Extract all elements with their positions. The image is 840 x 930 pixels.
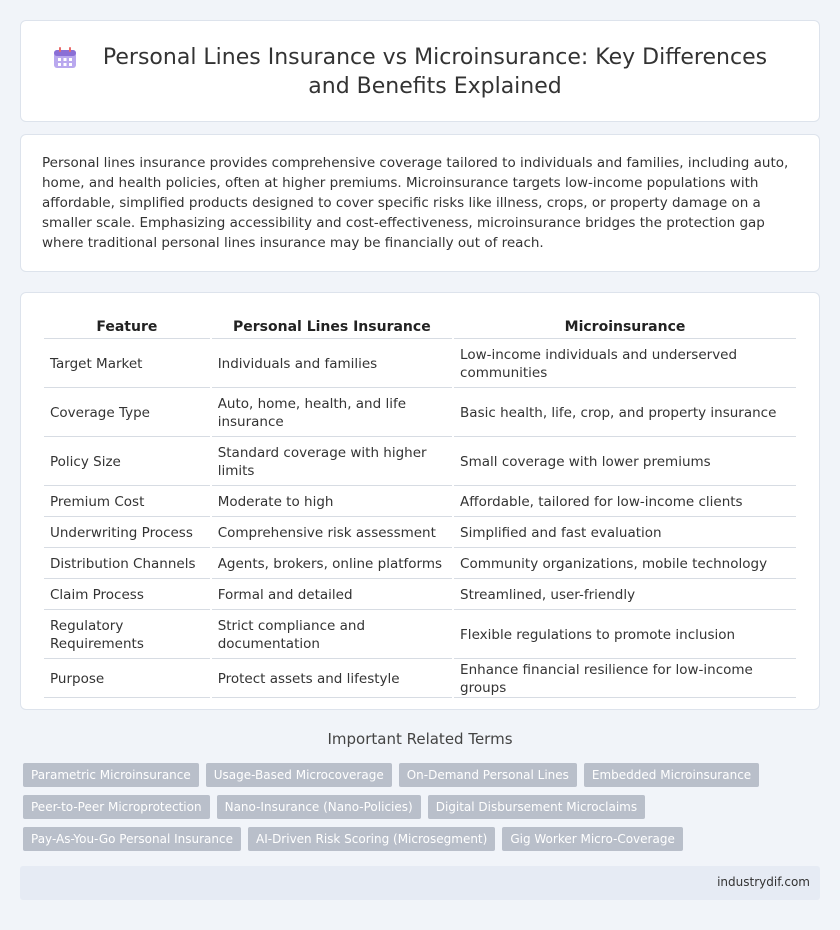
related-term-tag[interactable]: Embedded Microinsurance bbox=[584, 763, 759, 787]
microinsurance-cell: Flexible regulations to promote inclusion bbox=[454, 612, 796, 659]
feature-cell: Claim Process bbox=[44, 581, 210, 610]
page-title: Personal Lines Insurance vs Microinsurance: Key Differences and Benefits Explained bbox=[102, 45, 768, 99]
related-term-tag[interactable]: Usage-Based Microcoverage bbox=[206, 763, 392, 787]
personal-lines-cell: Comprehensive risk assessment bbox=[212, 519, 452, 548]
microinsurance-cell: Small coverage with lower premiums bbox=[454, 439, 796, 486]
table-row bbox=[44, 581, 796, 610]
feature-cell: Regulatory Requirements bbox=[44, 612, 210, 659]
personal-lines-cell: Moderate to high bbox=[212, 488, 452, 517]
feature-cell: Purpose bbox=[44, 661, 210, 698]
personal-lines-cell: Formal and detailed bbox=[212, 581, 452, 610]
table-row bbox=[44, 519, 796, 548]
related-terms-list bbox=[23, 763, 823, 851]
table-row bbox=[44, 390, 796, 437]
table-row bbox=[44, 661, 796, 698]
related-term-tag[interactable]: Peer-to-Peer Microprotection bbox=[23, 795, 210, 819]
intro-paragraph: Personal lines insurance provides comprehensive coverage tailored to individuals and families, including auto, home, and health policies, often at higher premiums. Microinsurance targets low-income populations with affordable, simplified products designed to cover specific risks like illness, crops, or property damage on a smaller scale. Emphasizing accessibility and cost-effectiveness, microinsurance bridges the protection gap where traditional personal lines insurance may be financially out of reach. bbox=[42, 155, 789, 251]
header-microinsurance: Microinsurance bbox=[454, 315, 796, 339]
table-row bbox=[44, 341, 796, 388]
related-term-tag[interactable]: AI-Driven Risk Scoring (Microsegment) bbox=[248, 827, 495, 851]
related-term-tag[interactable]: Digital Disbursement Microclaims bbox=[428, 795, 645, 819]
feature-cell: Premium Cost bbox=[44, 488, 210, 517]
microinsurance-cell: Streamlined, user-friendly bbox=[454, 581, 796, 610]
header-feature: Feature bbox=[44, 315, 210, 339]
intro-card bbox=[20, 134, 820, 272]
table-row bbox=[44, 612, 796, 659]
comparison-table bbox=[42, 313, 798, 700]
footer-bar bbox=[20, 866, 820, 900]
related-terms-title: Important Related Terms bbox=[327, 730, 513, 748]
feature-cell: Policy Size bbox=[44, 439, 210, 486]
related-term-tag[interactable]: Nano-Insurance (Nano-Policies) bbox=[217, 795, 421, 819]
personal-lines-cell: Auto, home, health, and life insurance bbox=[212, 390, 452, 437]
table-row bbox=[44, 550, 796, 579]
personal-lines-cell: Agents, brokers, online platforms bbox=[212, 550, 452, 579]
table-header-row bbox=[44, 315, 796, 339]
site-name[interactable]: industrydif.com bbox=[717, 875, 810, 889]
personal-lines-cell: Standard coverage with higher limits bbox=[212, 439, 452, 486]
table-row bbox=[44, 488, 796, 517]
header-personal-lines: Personal Lines Insurance bbox=[212, 315, 452, 339]
related-term-tag[interactable]: Gig Worker Micro-Coverage bbox=[502, 827, 683, 851]
microinsurance-cell: Affordable, tailored for low-income clients bbox=[454, 488, 796, 517]
microinsurance-cell: Enhance financial resilience for low-income groups bbox=[454, 661, 796, 698]
personal-lines-cell: Strict compliance and documentation bbox=[212, 612, 452, 659]
feature-cell: Underwriting Process bbox=[44, 519, 210, 548]
related-term-tag[interactable]: Pay-As-You-Go Personal Insurance bbox=[23, 827, 241, 851]
feature-cell: Target Market bbox=[44, 341, 210, 388]
personal-lines-cell: Protect assets and lifestyle bbox=[212, 661, 452, 698]
related-term-tag[interactable]: Parametric Microinsurance bbox=[23, 763, 199, 787]
title-card bbox=[20, 20, 820, 122]
related-term-tag[interactable]: On-Demand Personal Lines bbox=[399, 763, 577, 787]
personal-lines-cell: Individuals and families bbox=[212, 341, 452, 388]
table-row bbox=[44, 439, 796, 486]
feature-cell: Distribution Channels bbox=[44, 550, 210, 579]
comparison-card bbox=[20, 292, 820, 710]
feature-cell: Coverage Type bbox=[44, 390, 210, 437]
microinsurance-cell: Low-income individuals and underserved communities bbox=[454, 341, 796, 388]
microinsurance-cell: Basic health, life, crop, and property insurance bbox=[454, 390, 796, 437]
microinsurance-cell: Community organizations, mobile technology bbox=[454, 550, 796, 579]
microinsurance-cell: Simplified and fast evaluation bbox=[454, 519, 796, 548]
